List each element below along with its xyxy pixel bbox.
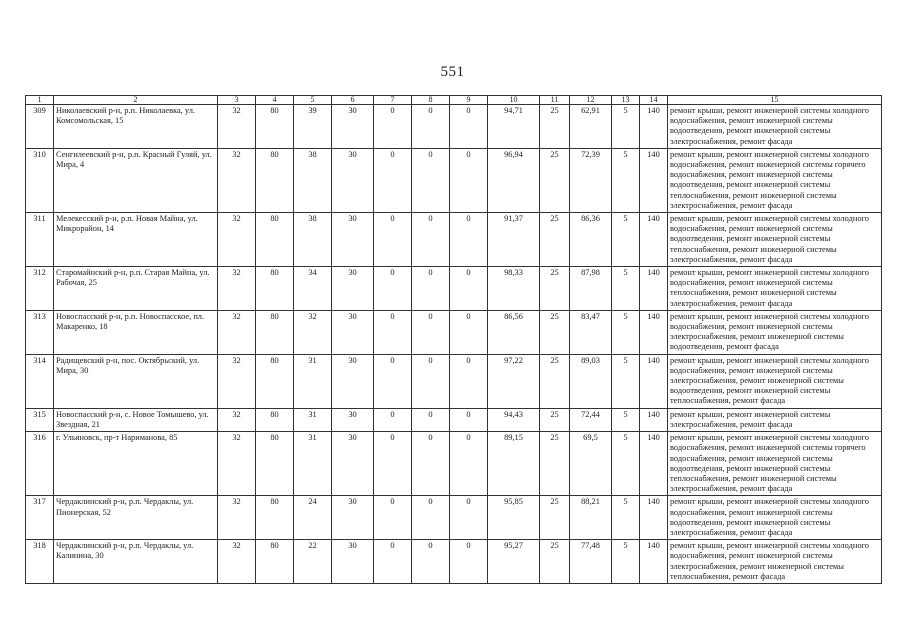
value-cell: 0 [412,310,450,354]
value-cell: 86,56 [488,310,540,354]
value-cell: 86,36 [570,213,612,267]
value-cell: 0 [412,267,450,311]
value-cell: 0 [374,310,412,354]
value-cell: 32 [218,408,256,431]
value-cell: 22 [294,540,332,584]
column-header-4: 4 [256,96,294,105]
value-cell: 0 [450,148,488,212]
column-header-15: 15 [668,96,882,105]
value-cell: 80 [256,267,294,311]
value-cell: 89,15 [488,432,540,496]
value-cell: 98,33 [488,267,540,311]
table-row [26,105,882,149]
row-number-cell: 317 [26,496,54,540]
value-cell: 25 [540,310,570,354]
address-cell: Новоспасский р-н, с. Новое Томышево, ул. Звездная, 21 [54,408,218,431]
value-cell: 0 [450,432,488,496]
column-header-5: 5 [294,96,332,105]
column-header-11: 11 [540,96,570,105]
value-cell: 32 [218,432,256,496]
works-cell: ремонт крыши, ремонт инженерной системы холодного водоснабжения, ремонт инженерной системы водоотведения, ремонт инженерной системы теплоснабжения, ремонт инженерной системы электроснабжения, ремонт фасада [668,213,882,267]
value-cell: 25 [540,496,570,540]
value-cell: 0 [374,408,412,431]
row-number-cell: 313 [26,310,54,354]
row-number-cell: 314 [26,354,54,408]
table-row [26,148,882,212]
value-cell: 5 [612,310,640,354]
works-cell: ремонт крыши, ремонт инженерной системы холодного водоснабжения, ремонт инженерной системы электроснабжения, ремонт инженерной системы теплоснабжения, ремонт фасада [668,540,882,584]
value-cell: 0 [450,496,488,540]
value-cell: 32 [218,354,256,408]
value-cell: 25 [540,354,570,408]
address-cell: Старомайнский р-н, р.п. Старая Майна, ул. Рабочая, 25 [54,267,218,311]
value-cell: 80 [256,105,294,149]
value-cell: 0 [450,310,488,354]
value-cell: 30 [332,432,374,496]
value-cell: 80 [256,354,294,408]
works-cell: ремонт крыши, ремонт инженерной системы электроснабжения, ремонт фасада [668,408,882,431]
table-body [26,105,882,584]
value-cell: 140 [640,540,668,584]
value-cell: 80 [256,213,294,267]
table-row [26,496,882,540]
value-cell: 34 [294,267,332,311]
value-cell: 94,43 [488,408,540,431]
address-cell: Новоспасский р-н, р.п. Новоспасское, пл. Макаренко, 18 [54,310,218,354]
value-cell: 0 [412,148,450,212]
value-cell: 0 [374,354,412,408]
row-number-cell: 311 [26,213,54,267]
value-cell: 72,44 [570,408,612,431]
value-cell: 0 [374,105,412,149]
value-cell: 97,22 [488,354,540,408]
value-cell: 30 [332,267,374,311]
row-number-cell: 316 [26,432,54,496]
works-cell: ремонт крыши, ремонт инженерной системы холодного водоснабжения, ремонт инженерной системы горячего водоснабжения, ремонт инженерной системы водоотведения, ремонт инженерной системы теплоснабжения, ремонт инженерной системы электроснабжения, ремонт фасада [668,432,882,496]
value-cell: 95,27 [488,540,540,584]
column-header-3: 3 [218,96,256,105]
value-cell: 80 [256,408,294,431]
value-cell: 5 [612,408,640,431]
works-cell: ремонт крыши, ремонт инженерной системы холодного водоснабжения, ремонт инженерной системы электроснабжения, ремонт инженерной системы водоотведения, ремонт фасада [668,310,882,354]
value-cell: 140 [640,213,668,267]
value-cell: 0 [412,540,450,584]
value-cell: 140 [640,105,668,149]
value-cell: 72,39 [570,148,612,212]
column-header-6: 6 [332,96,374,105]
table-row [26,354,882,408]
value-cell: 25 [540,148,570,212]
value-cell: 5 [612,432,640,496]
value-cell: 91,37 [488,213,540,267]
value-cell: 32 [218,540,256,584]
value-cell: 0 [450,105,488,149]
value-cell: 32 [218,310,256,354]
value-cell: 96,94 [488,148,540,212]
works-cell: ремонт крыши, ремонт инженерной системы холодного водоснабжения, ремонт инженерной системы водоотведения, ремонт инженерной системы электроснабжения, ремонт фасада [668,496,882,540]
value-cell: 25 [540,267,570,311]
column-header-7: 7 [374,96,412,105]
value-cell: 140 [640,148,668,212]
value-cell: 25 [540,408,570,431]
value-cell: 77,48 [570,540,612,584]
value-cell: 38 [294,148,332,212]
value-cell: 0 [412,496,450,540]
value-cell: 69,5 [570,432,612,496]
value-cell: 0 [374,267,412,311]
column-header-10: 10 [488,96,540,105]
value-cell: 30 [332,148,374,212]
value-cell: 5 [612,496,640,540]
column-header-13: 13 [612,96,640,105]
value-cell: 83,47 [570,310,612,354]
column-header-9: 9 [450,96,488,105]
value-cell: 140 [640,354,668,408]
address-cell: Сенгилеевский р-н, р.п. Красный Гуляй, ул. Мира, 4 [54,148,218,212]
address-cell: Чердаклинский р-н, р.п. Чердаклы, ул. Пионерская, 52 [54,496,218,540]
column-header-12: 12 [570,96,612,105]
column-header-1: 1 [26,96,54,105]
value-cell: 80 [256,540,294,584]
value-cell: 32 [218,148,256,212]
value-cell: 80 [256,148,294,212]
value-cell: 25 [540,213,570,267]
table-row [26,432,882,496]
repair-register-table [25,95,882,584]
value-cell: 0 [450,267,488,311]
value-cell: 5 [612,540,640,584]
table-row [26,540,882,584]
value-cell: 5 [612,213,640,267]
value-cell: 140 [640,432,668,496]
value-cell: 5 [612,354,640,408]
value-cell: 0 [412,354,450,408]
header-row [26,96,882,105]
value-cell: 32 [218,496,256,540]
column-header-8: 8 [412,96,450,105]
value-cell: 5 [612,267,640,311]
row-number-cell: 315 [26,408,54,431]
row-number-cell: 312 [26,267,54,311]
value-cell: 24 [294,496,332,540]
value-cell: 88,21 [570,496,612,540]
address-cell: Радищевский р-н, пос. Октябрьский, ул. Мира, 30 [54,354,218,408]
value-cell: 0 [374,432,412,496]
value-cell: 140 [640,310,668,354]
row-number-cell: 318 [26,540,54,584]
value-cell: 140 [640,408,668,431]
value-cell: 80 [256,432,294,496]
value-cell: 94,71 [488,105,540,149]
value-cell: 89,03 [570,354,612,408]
value-cell: 31 [294,354,332,408]
value-cell: 32 [218,105,256,149]
value-cell: 25 [540,105,570,149]
value-cell: 62,91 [570,105,612,149]
column-header-2: 2 [54,96,218,105]
value-cell: 140 [640,267,668,311]
value-cell: 0 [412,432,450,496]
address-cell: Мелекесский р-н, р.п. Новая Майна, ул. Микрорайон, 14 [54,213,218,267]
scan-artifact [30,600,70,620]
value-cell: 30 [332,213,374,267]
value-cell: 95,85 [488,496,540,540]
value-cell: 30 [332,310,374,354]
value-cell: 25 [540,432,570,496]
value-cell: 31 [294,408,332,431]
value-cell: 140 [640,496,668,540]
value-cell: 0 [374,213,412,267]
value-cell: 0 [450,540,488,584]
works-cell: ремонт крыши, ремонт инженерной системы холодного водоснабжения, ремонт инженерной системы водоотведения, ремонт инженерной системы электроснабжения, ремонт фасада [668,105,882,149]
row-number-cell: 309 [26,105,54,149]
value-cell: 0 [450,213,488,267]
value-cell: 0 [412,213,450,267]
value-cell: 0 [450,408,488,431]
value-cell: 30 [332,540,374,584]
table-row [26,213,882,267]
value-cell: 80 [256,310,294,354]
value-cell: 87,98 [570,267,612,311]
address-cell: Чердаклинский р-н, р.п. Чердаклы, ул. Калинина, 30 [54,540,218,584]
value-cell: 0 [412,105,450,149]
works-cell: ремонт крыши, ремонт инженерной системы холодного водоснабжения, ремонт инженерной системы электроснабжения, ремонт инженерной системы водоотведения, ремонт инженерной системы теплоснабжения, ремонт фасада [668,354,882,408]
table-row [26,310,882,354]
value-cell: 32 [218,267,256,311]
value-cell: 0 [374,540,412,584]
value-cell: 30 [332,354,374,408]
page-number: 551 [440,64,465,80]
value-cell: 39 [294,105,332,149]
value-cell: 30 [332,496,374,540]
value-cell: 30 [332,408,374,431]
value-cell: 38 [294,213,332,267]
value-cell: 80 [256,496,294,540]
column-header-14: 14 [640,96,668,105]
value-cell: 32 [218,213,256,267]
value-cell: 25 [540,540,570,584]
value-cell: 31 [294,432,332,496]
value-cell: 0 [374,148,412,212]
works-cell: ремонт крыши, ремонт инженерной системы холодного водоснабжения, ремонт инженерной системы теплоснабжения, ремонт инженерной системы электроснабжения, ремонт фасада [668,267,882,311]
value-cell: 0 [450,354,488,408]
value-cell: 30 [332,105,374,149]
value-cell: 0 [412,408,450,431]
row-number-cell: 310 [26,148,54,212]
address-cell: г. Ульяновск, пр-т Нариманова, 85 [54,432,218,496]
table-row [26,267,882,311]
table-row [26,408,882,431]
value-cell: 0 [374,496,412,540]
value-cell: 5 [612,105,640,149]
works-cell: ремонт крыши, ремонт инженерной системы холодного водоснабжения, ремонт инженерной системы горячего водоснабжения, ремонт инженерной системы водоотведения, ремонт инженерной системы теплоснабжения, ремонт инженерной системы электроснабжения, ремонт фасада [668,148,882,212]
value-cell: 32 [294,310,332,354]
value-cell: 5 [612,148,640,212]
address-cell: Николаевский р-н, р.п. Николаевка, ул. Комсомольская, 15 [54,105,218,149]
